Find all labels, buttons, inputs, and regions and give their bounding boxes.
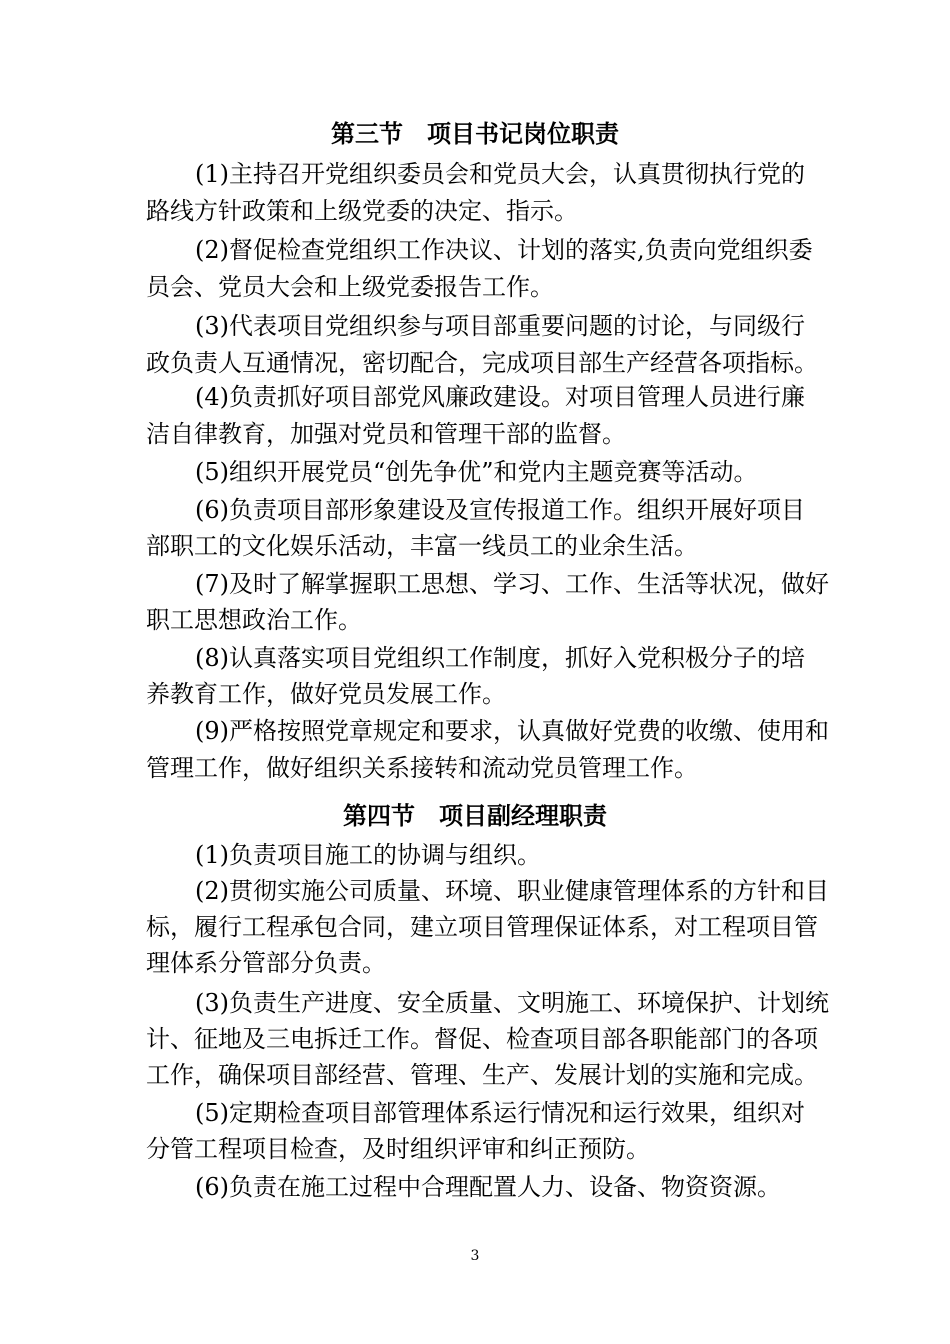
paragraph-line: 理体系分管部分负责。 xyxy=(146,949,386,977)
paragraph-line: 计、征地及三电拆迁工作。督促、检查项目部各职能部门的各项 xyxy=(146,1025,818,1053)
paragraph-line: (5)组织开展党员“创先争优”和党内主题竞赛等活动。 xyxy=(195,458,758,486)
paragraph-line: 职工思想政治工作。 xyxy=(146,606,362,634)
paragraph-line: (2)督促检查党组织工作决议、计划的落实,负责向党组织委 xyxy=(195,236,813,264)
paragraph-line: 路线方针政策和上级党委的决定、指示。 xyxy=(146,197,578,225)
page-number: 3 xyxy=(470,1248,480,1264)
paragraph-line: (3)负责生产进度、安全质量、文明施工、环境保护、计划统 xyxy=(195,989,829,1017)
section-heading: 第四节 项目副经理职责 xyxy=(343,802,607,830)
paragraph-line: (7)及时了解掌握职工思想、学习、工作、生活等状况，做好 xyxy=(195,570,829,598)
paragraph-line: (1)负责项目施工的协调与组织。 xyxy=(195,841,541,869)
paragraph-line: (8)认真落实项目党组织工作制度，抓好入党积极分子的培 xyxy=(195,644,805,672)
paragraph-line: 养教育工作，做好党员发展工作。 xyxy=(146,680,506,708)
paragraph-line: 员会、党员大会和上级党委报告工作。 xyxy=(146,273,554,301)
paragraph-line: 分管工程项目检查，及时组织评审和纠正预防。 xyxy=(146,1135,650,1163)
paragraph-line: (9)严格按照党章规定和要求，认真做好党费的收缴、使用和 xyxy=(195,717,829,745)
paragraph-line: 政负责人互通情况，密切配合，完成项目部生产经营各项指标。 xyxy=(146,349,818,377)
paragraph-line: (4)负责抓好项目部党风廉政建设。对项目管理人员进行廉 xyxy=(195,383,805,411)
section-heading: 第三节 项目书记岗位职责 xyxy=(331,120,619,148)
paragraph-line: (1)主持召开党组织委员会和党员大会，认真贯彻执行党的 xyxy=(195,160,805,188)
paragraph-line: (5)定期检查项目部管理体系运行情况和运行效果，组织对 xyxy=(195,1099,805,1127)
paragraph-line: 部职工的文化娱乐活动，丰富一线员工的业余生活。 xyxy=(146,532,698,560)
paragraph-line: (3)代表项目党组织参与项目部重要问题的讨论，与同级行 xyxy=(195,312,805,340)
paragraph-line: (6)负责项目部形象建设及宣传报道工作。组织开展好项目 xyxy=(195,496,805,524)
paragraph-line: 管理工作，做好组织关系接转和流动党员管理工作。 xyxy=(146,754,698,782)
paragraph-line: (2)贯彻实施公司质量、环境、职业健康管理体系的方针和目 xyxy=(195,877,829,905)
paragraph-line: 标，履行工程承包合同，建立项目管理保证体系，对工程项目管 xyxy=(146,913,818,941)
paragraph-line: (6)负责在施工过程中合理配置人力、设备、物资资源。 xyxy=(195,1173,781,1201)
paragraph-line: 工作，确保项目部经营、管理、生产、发展计划的实施和完成。 xyxy=(146,1061,818,1089)
paragraph-line: 洁自律教育，加强对党员和管理干部的监督。 xyxy=(146,420,626,448)
